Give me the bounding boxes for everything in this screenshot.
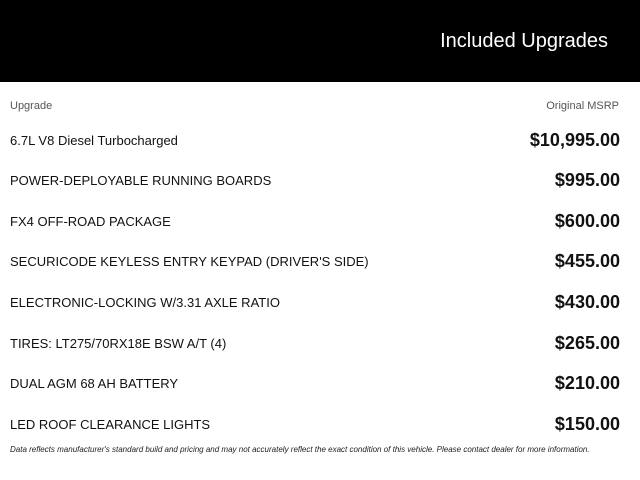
- header-banner: [0, 0, 640, 82]
- column-header-upgrade: Upgrade: [10, 100, 53, 112]
- upgrade-price: $10,995.00: [529, 129, 620, 150]
- upgrade-price: $210.00: [554, 373, 620, 394]
- upgrade-price: $430.00: [554, 291, 620, 312]
- upgrade-name: 6.7L V8 Diesel Turbocharged: [10, 132, 178, 148]
- upgrade-price: $995.00: [554, 170, 620, 191]
- upgrade-price: $150.00: [554, 413, 620, 434]
- list-item: [0, 156, 640, 197]
- upgrade-name: TIRES: LT275/70RX18E BSW A/T (4): [10, 335, 227, 351]
- list-item: [0, 318, 640, 359]
- list-item: [0, 277, 640, 318]
- upgrade-name: POWER-DEPLOYABLE RUNNING BOARDS: [10, 173, 272, 189]
- upgrade-name: FX4 OFF-ROAD PACKAGE: [10, 213, 171, 229]
- upgrades-list: [0, 115, 640, 440]
- upgrade-price: $265.00: [554, 332, 620, 353]
- upgrade-name: DUAL AGM 68 AH BATTERY: [10, 376, 179, 392]
- upgrade-name: SECURICODE KEYLESS ENTRY KEYPAD (DRIVER'S SIDE): [10, 254, 369, 270]
- list-item: [0, 115, 640, 156]
- page-title: Included Upgrades: [440, 30, 608, 52]
- column-header-msrp: Original MSRP: [546, 100, 619, 112]
- disclaimer-text: Data reflects manufacturer's standard build and pricing and may not accurately reflect the exact condition of this vehicle. Please contact dealer for more information.: [10, 445, 590, 454]
- list-item: [0, 237, 640, 278]
- upgrade-name: ELECTRONIC-LOCKING W/3.31 AXLE RATIO: [10, 294, 280, 310]
- list-item: [0, 196, 640, 237]
- list-item: [0, 399, 640, 440]
- upgrade-price: $455.00: [554, 251, 620, 272]
- upgrade-price: $600.00: [554, 210, 620, 231]
- list-item: [0, 359, 640, 400]
- upgrade-name: LED ROOF CLEARANCE LIGHTS: [10, 416, 211, 432]
